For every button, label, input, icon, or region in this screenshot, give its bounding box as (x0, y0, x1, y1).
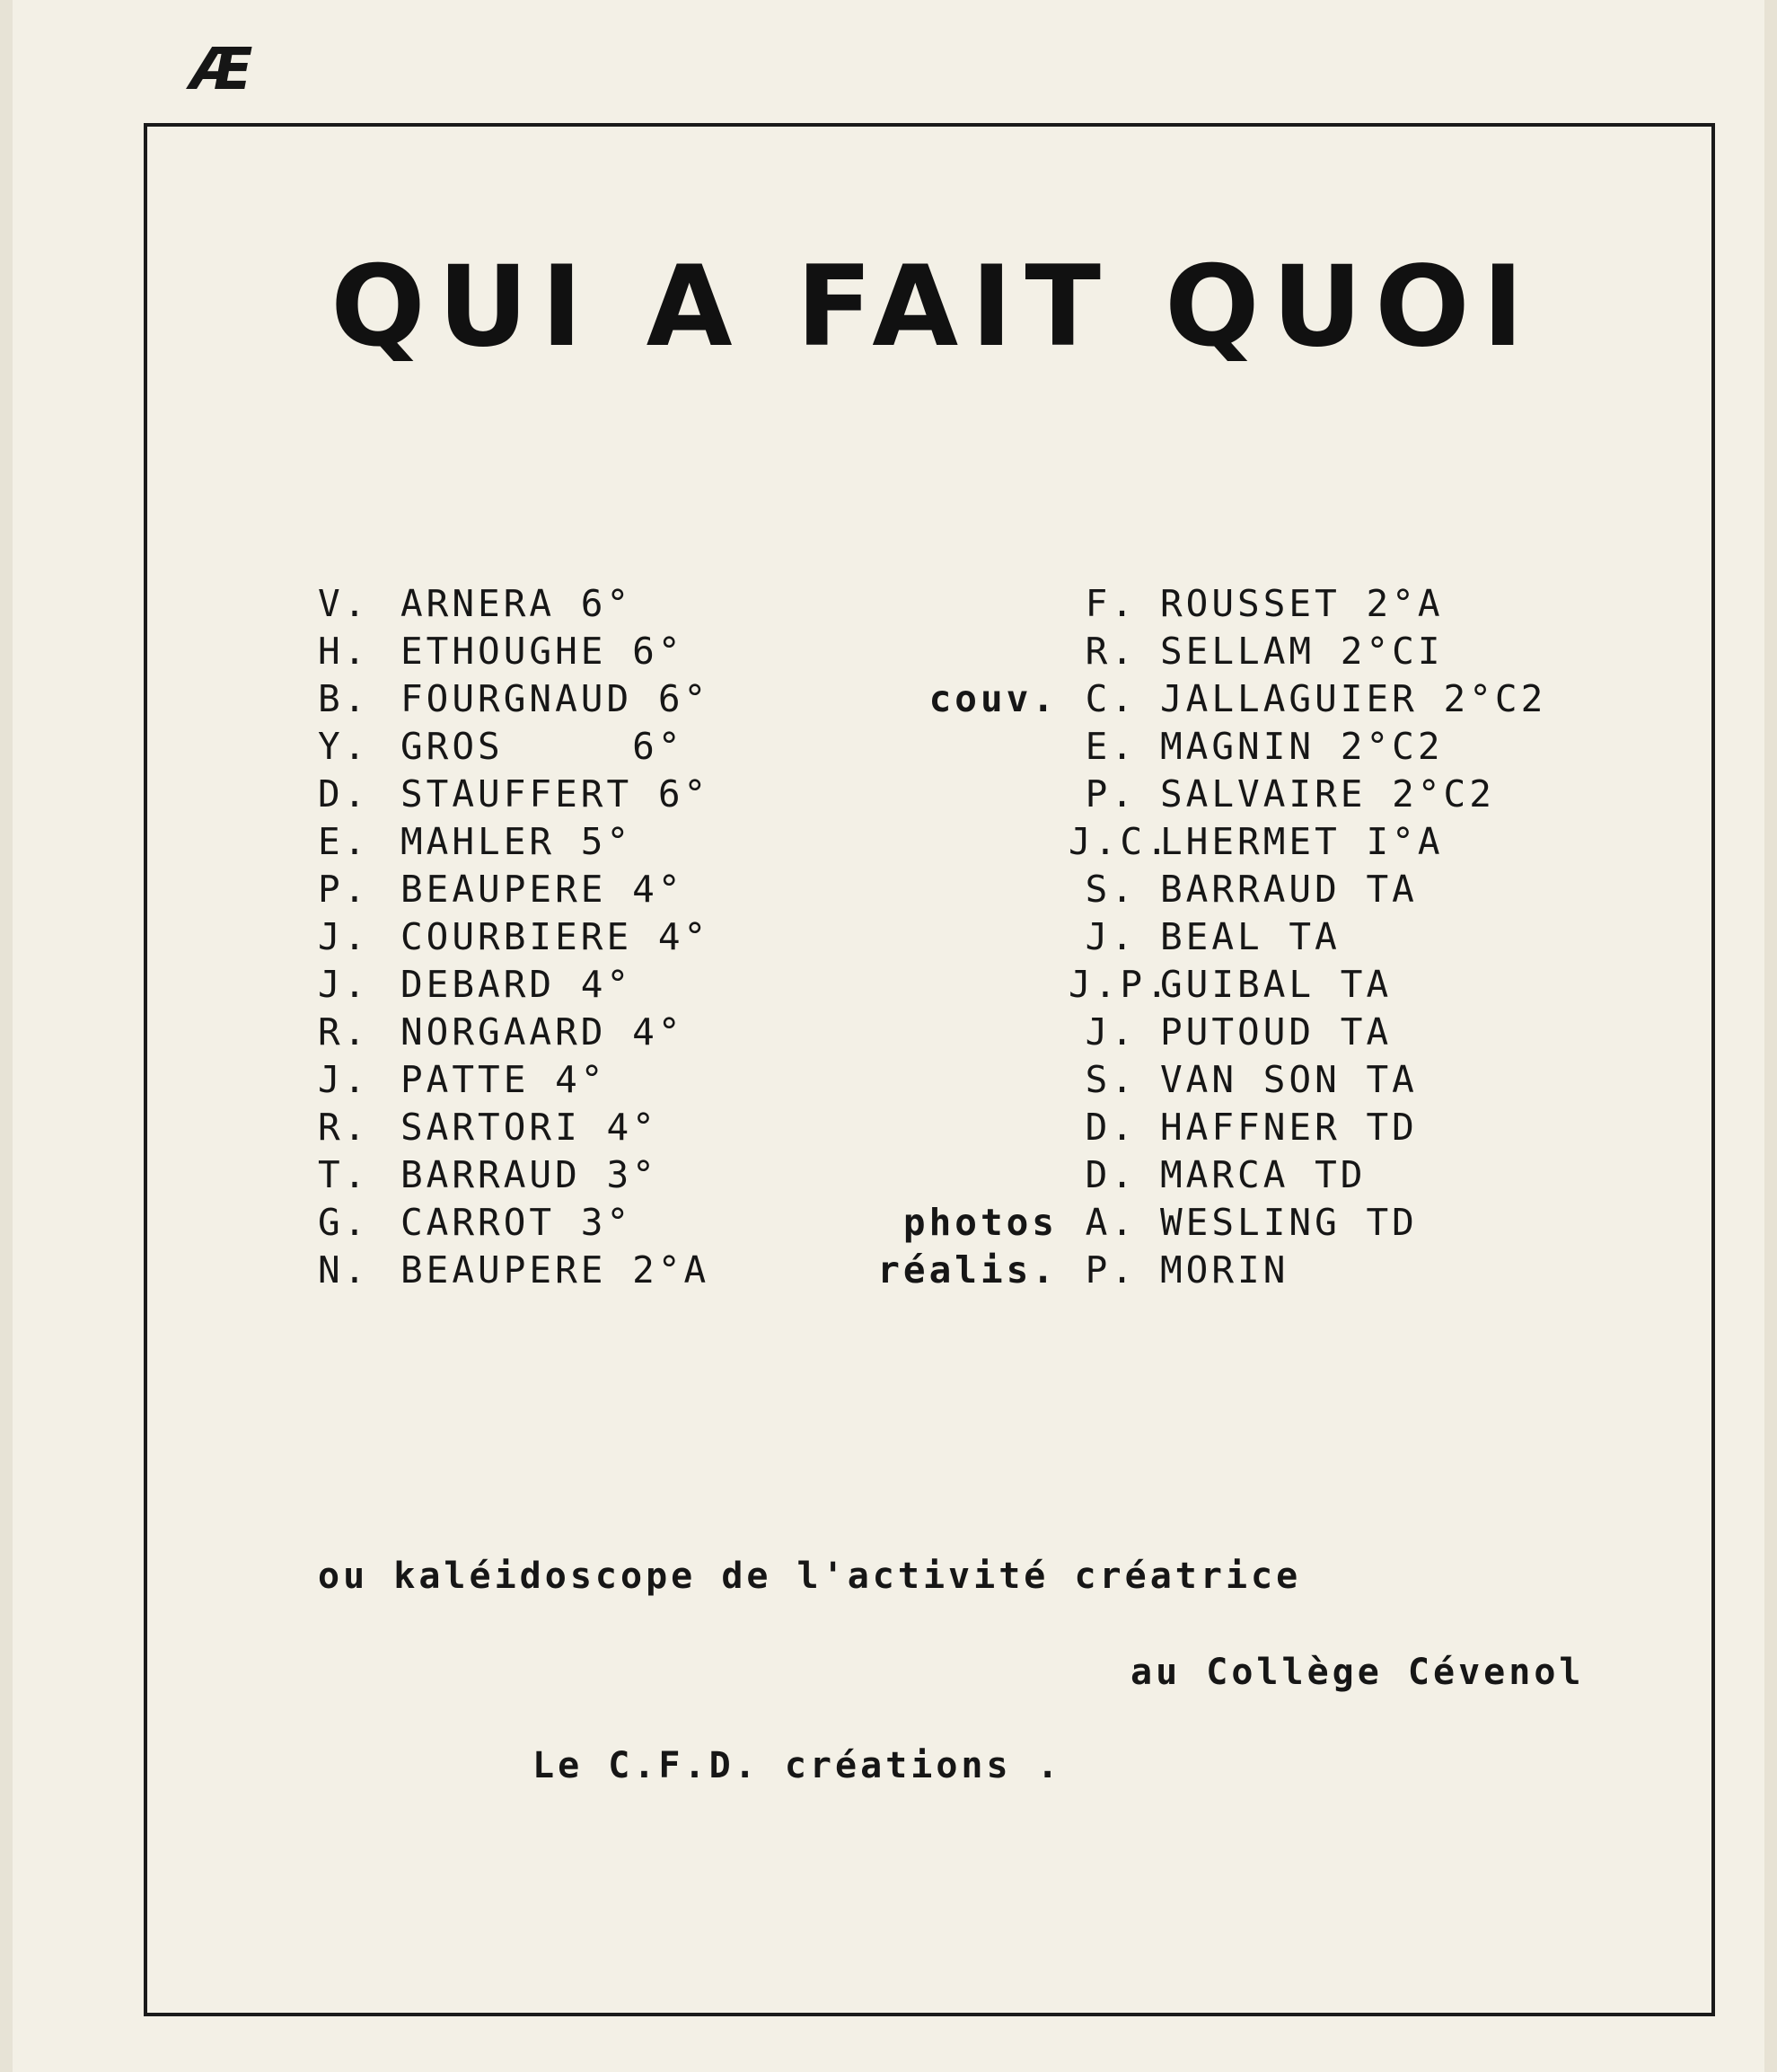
right-name-row (835, 723, 1546, 771)
name-text: WESLING TD (1160, 1201, 1418, 1244)
right-name-row (835, 818, 1546, 866)
name-text: CARROT 3° (400, 1201, 633, 1244)
left-name-row (318, 961, 709, 1009)
name-initial: C. (1085, 677, 1137, 720)
page-title: QUI A FAIT QUOI (330, 242, 1536, 372)
name-initial: E. (318, 820, 370, 863)
subtitle-creations: Le C.F.D. créations . (532, 1745, 1062, 1786)
subtitle-kaleidoscope: ou kaléidoscope de l'activité créatrice (318, 1556, 1302, 1597)
left-name-row (318, 628, 709, 675)
left-name-row (318, 1056, 709, 1104)
name-text: NORGAARD 4° (400, 1010, 684, 1054)
name-text: GUIBAL TA (1160, 963, 1393, 1006)
name-text: SELLAM 2°CI (1160, 630, 1444, 673)
name-initial: J.C. (1069, 820, 1172, 863)
name-initial: B. (318, 677, 370, 720)
right-name-row (835, 1199, 1546, 1247)
name-text: COURBIERE 4° (400, 915, 710, 958)
name-initial: T. (318, 1153, 370, 1196)
left-name-row (318, 1151, 709, 1199)
name-initial: J. (318, 963, 370, 1006)
name-initial: E. (1085, 725, 1137, 768)
name-initial: Y. (318, 725, 370, 768)
right-name-row (835, 961, 1546, 1009)
name-text: LHERMET I°A (1160, 820, 1444, 863)
name-text: JALLAGUIER 2°C2 (1160, 677, 1547, 720)
right-name-row (835, 913, 1546, 961)
name-text: PATTE 4° (400, 1058, 607, 1101)
name-initial: R. (1085, 630, 1137, 673)
right-name-row (835, 1056, 1546, 1104)
role-label: couv. (928, 677, 1058, 720)
name-text: FOURGNAUD 6° (400, 677, 710, 720)
right-name-row (835, 1151, 1546, 1199)
name-text: ROUSSET 2°A (1160, 582, 1444, 625)
right-name-row (835, 1009, 1546, 1056)
name-initial: J. (1085, 915, 1137, 958)
name-text: PUTOUD TA (1160, 1010, 1393, 1054)
name-initial: S. (1085, 1058, 1137, 1101)
name-text: MAHLER 5° (400, 820, 633, 863)
corner-logo-mark: Æ (190, 37, 253, 103)
name-text: SALVAIRE 2°C2 (1160, 772, 1495, 816)
name-initial: R. (318, 1106, 370, 1149)
name-text: ARNERA 6° (400, 582, 633, 625)
name-text: MARCA TD (1160, 1153, 1367, 1196)
name-initial: J. (1085, 1010, 1137, 1054)
name-text: ETHOUGHE 6° (400, 630, 684, 673)
name-initial: J. (318, 915, 370, 958)
name-initial: S. (1085, 868, 1137, 911)
name-text: MAGNIN 2°C2 (1160, 725, 1444, 768)
name-initial: F. (1085, 582, 1137, 625)
name-initial: D. (1085, 1106, 1137, 1149)
name-text: DEBARD 4° (400, 963, 633, 1006)
name-text: BEAUPERE 2°A (400, 1248, 710, 1292)
right-name-row (835, 580, 1546, 628)
name-initial: G. (318, 1201, 370, 1244)
left-name-row (318, 818, 709, 866)
name-initial: P. (318, 868, 370, 911)
right-name-row (835, 675, 1546, 723)
left-name-row (318, 1104, 709, 1151)
role-label: photos (902, 1201, 1058, 1244)
name-initial: J.P. (1069, 963, 1172, 1006)
name-text: MORIN (1160, 1248, 1289, 1292)
right-name-column (835, 580, 1546, 1294)
left-name-column (318, 580, 709, 1294)
name-initial: J. (318, 1058, 370, 1101)
name-text: BEAUPERE 4° (400, 868, 684, 911)
name-initial: N. (318, 1248, 370, 1292)
left-name-row (318, 913, 709, 961)
name-text: BARRAUD 3° (400, 1153, 658, 1196)
name-text: BARRAUD TA (1160, 868, 1418, 911)
right-name-row (835, 1247, 1546, 1294)
left-name-row (318, 866, 709, 913)
left-name-row (318, 1009, 709, 1056)
name-initial: D. (1085, 1153, 1137, 1196)
name-text: STAUFFERT 6° (400, 772, 710, 816)
right-name-row (835, 628, 1546, 675)
name-initial: A. (1085, 1201, 1137, 1244)
left-name-row (318, 1199, 709, 1247)
right-name-row (835, 1104, 1546, 1151)
left-name-row (318, 580, 709, 628)
name-text: VAN SON TA (1160, 1058, 1418, 1101)
left-name-row (318, 771, 709, 818)
name-text: HAFFNER TD (1160, 1106, 1418, 1149)
name-text: SARTORI 4° (400, 1106, 658, 1149)
name-initial: V. (318, 582, 370, 625)
left-name-row (318, 675, 709, 723)
left-name-row (318, 1247, 709, 1294)
role-label: réalis. (877, 1248, 1058, 1292)
name-initial: D. (318, 772, 370, 816)
subtitle-college: au Collège Cévenol (1130, 1652, 1585, 1693)
name-text: BEAL TA (1160, 915, 1341, 958)
right-name-row (835, 771, 1546, 818)
right-name-row (835, 866, 1546, 913)
left-name-row (318, 723, 709, 771)
name-text: GROS 6° (400, 725, 684, 768)
name-initial: P. (1085, 1248, 1137, 1292)
name-initial: H. (318, 630, 370, 673)
name-initial: P. (1085, 772, 1137, 816)
name-initial: R. (318, 1010, 370, 1054)
